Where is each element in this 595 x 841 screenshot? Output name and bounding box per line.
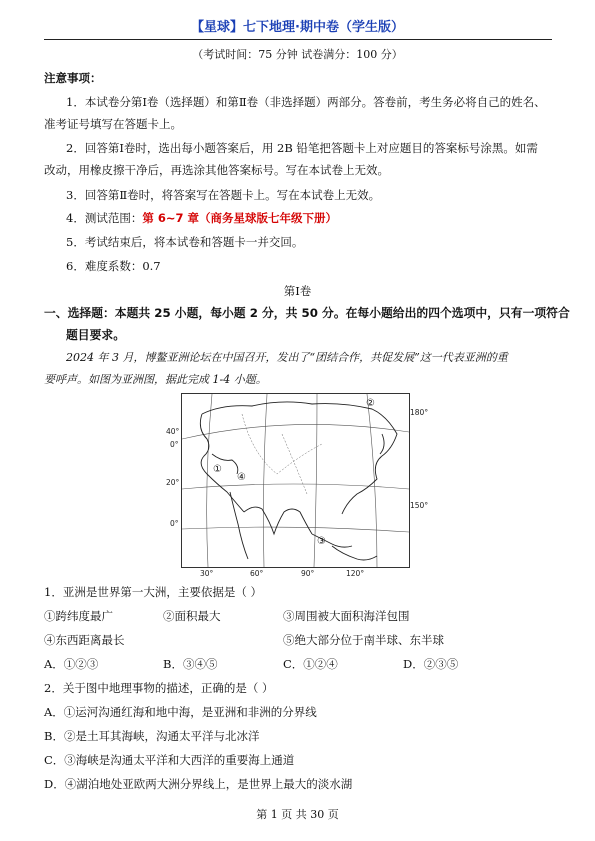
question-1-stem: 1．亚洲是世界第一大洲，主要依据是（ ）: [44, 585, 262, 599]
notice-heading: 注意事项：: [44, 71, 102, 85]
q1-statement-4: ④东西距离最长: [44, 633, 125, 647]
notice-item-6: 6．难度系数：0.7: [66, 259, 161, 273]
q2-option-d: D．④湖泊地处亚欧两大洲分界线上，是世界上最大的淡水湖: [44, 777, 353, 791]
map-lon-150: 150°: [410, 501, 429, 510]
q1-option-b: B．③④⑤: [163, 657, 218, 671]
q2-option-c: C．③海峡是沟通太平洋和大西洋的重要海上通道: [44, 753, 295, 767]
page-footer: 第 1 页 共 30 页: [256, 808, 339, 821]
notice-item-4-prefix: 4．测试范围：: [66, 211, 143, 225]
q2-option-a: A．①运河沟通红海和地中海，是亚洲和非洲的分界线: [44, 705, 317, 719]
q1-statement-5: ⑤绝大部分位于南半球、东半球: [283, 633, 444, 647]
q1-statement-3: ③周围被大面积海洋包围: [283, 609, 410, 623]
q1-statement-2: ②面积最大: [163, 609, 221, 623]
notice-item-4: [66, 210, 337, 226]
map-lon-60: 60°: [250, 569, 264, 578]
map-marker-1: ①: [213, 464, 222, 475]
notice-item-2-line-1: 2．回答第Ⅰ卷时，选出每小题答案后，用 2B 铅笔把答题卡上对应题目的答案标号涂黑。如需: [66, 141, 538, 155]
header-divider: [44, 39, 552, 40]
map-marker-2: ②: [366, 398, 375, 409]
notice-item-2-line-2: 改动，用橡皮擦干净后，再选涂其他答案标号。写在本试卷上无效。: [44, 163, 389, 177]
asia-map: [181, 393, 410, 568]
exam-info: （考试时间：75 分钟 试卷满分：100 分）: [192, 48, 403, 61]
document-title: 【星球】七下地理·期中卷（学生版）: [191, 20, 404, 35]
map-lat-0-top: 0°: [170, 440, 179, 449]
notice-item-5: 5．考试结束后，将本试卷和答题卡一并交回。: [66, 235, 304, 249]
map-marker-3: ③: [317, 536, 326, 547]
test-range: 第 6~7 章（商务星球版七年级下册）: [142, 211, 337, 225]
q1-option-d: D．②③⑤: [403, 657, 459, 671]
map-marker-4: ④: [237, 472, 246, 483]
asia-map-graphic: [182, 394, 409, 567]
intro-line-2: 要呼声。如图为亚洲图，据此完成 1-4 小题。: [44, 373, 267, 386]
map-lat-40: 40°: [166, 427, 180, 436]
q1-option-a: A．①②③: [44, 657, 99, 671]
map-lon-180: 180°: [410, 408, 429, 417]
q1-option-c: C．①②④: [283, 657, 338, 671]
map-lon-90: 90°: [301, 569, 315, 578]
notice-item-1-line-2: 准考证号填写在答题卡上。: [44, 117, 182, 131]
part1-heading-line-2: 题目要求。: [66, 328, 125, 342]
section-title: 第Ⅰ卷: [283, 284, 312, 298]
notice-item-1-line-1: 1．本试卷分第Ⅰ卷（选择题）和第Ⅱ卷（非选择题）两部分。答卷前，考生务必将自己的姓名、: [66, 95, 546, 109]
question-2-stem: 2．关于图中地理事物的描述，正确的是（ ）: [44, 681, 274, 695]
part1-heading-line-1: 一、选择题：本题共 25 小题，每小题 2 分，共 50 分。在每小题给出的四个选项中，只有一项符合: [44, 306, 570, 320]
q1-statement-1: ①跨纬度最广: [44, 609, 113, 623]
notice-item-3: 3．回答第Ⅱ卷时，将答案写在答题卡上。写在本试卷上无效。: [66, 188, 381, 202]
map-lat-0: 0°: [170, 519, 179, 528]
q2-option-b: B．②是土耳其海峡，沟通太平洋与北冰洋: [44, 729, 260, 743]
map-lon-120: 120°: [346, 569, 365, 578]
intro-line-1: 2024 年 3 月，博鳌亚洲论坛在中国召开，发出了“团结合作，共促发展”这一代表亚洲的重: [66, 351, 508, 364]
map-lon-30: 30°: [200, 569, 214, 578]
map-lat-20: 20°: [166, 478, 180, 487]
